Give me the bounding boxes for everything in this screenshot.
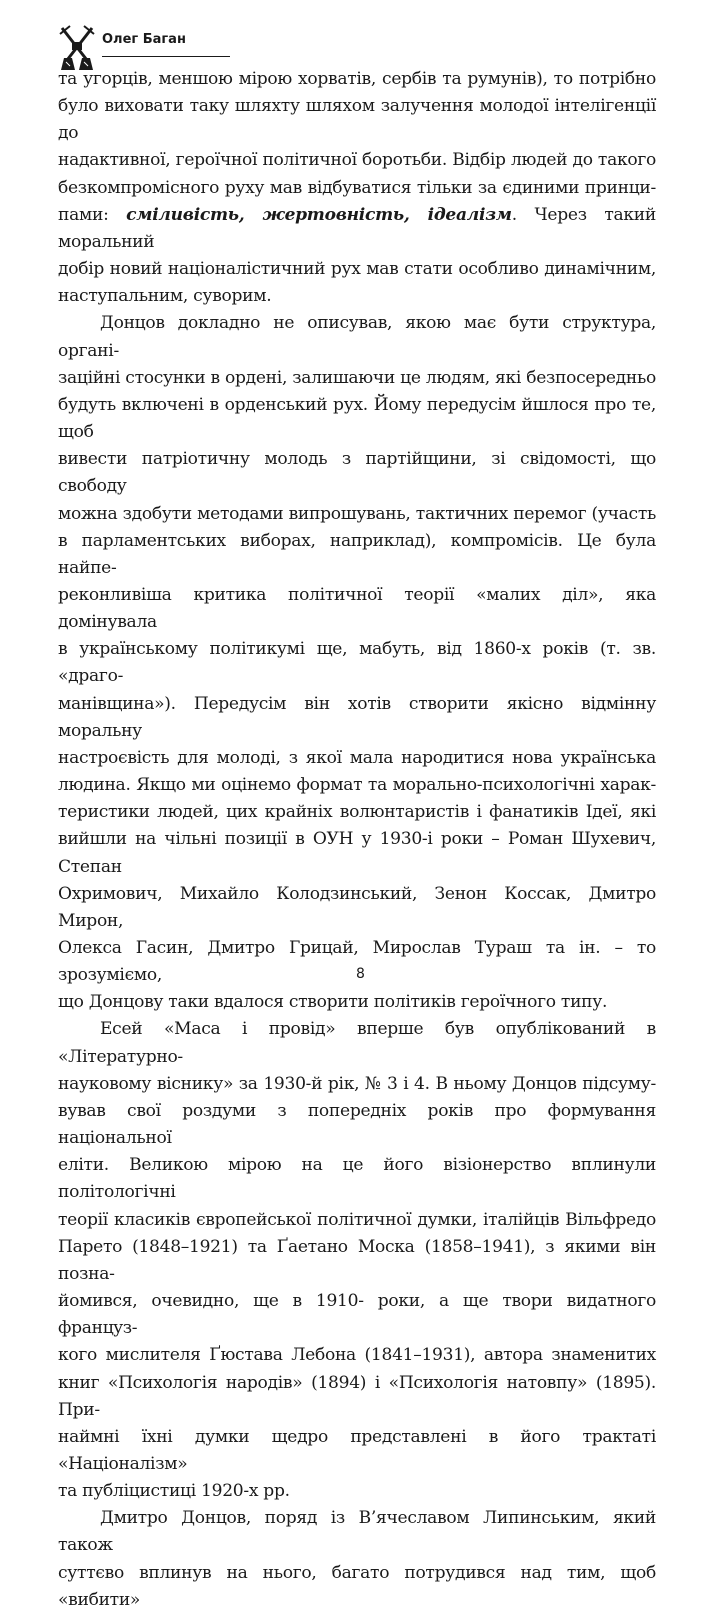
text-line: в українському політикумі ще, мабуть, від 1860-х років (т. зв. «драго- xyxy=(58,639,656,687)
emphasis-text: сміливість, жертовність, ідеалізм xyxy=(126,204,512,225)
author-name: Олег Баган xyxy=(102,32,186,47)
text-line: кого мислителя Ґюстава Лебона (1841–1931), автора знаменитих xyxy=(58,1345,656,1366)
header-rule xyxy=(102,56,230,57)
text-line: можна здобути методами випрошувань, тактичних перемог (участь xyxy=(58,503,656,524)
text-line: надактивної, героїчної політичної боротьби. Відбір людей до такого xyxy=(58,150,656,171)
text-line: Парето (1848–1921) та Ґаетано Моска (1858–1941), з якими він позна- xyxy=(58,1236,656,1284)
text-line: Охримович, Михайло Колодзинський, Зенон Коссак, Дмитро Мирон, xyxy=(58,883,656,931)
text-line: суттєво вплинув на нього, багато потрудився над тим, щоб «вибити» xyxy=(58,1562,656,1610)
text-line: вивести патріотичну молодь з партійщини, зі свідомості, що свободу xyxy=(58,449,656,497)
text-line: наймні їхні думки щедро представлені в його трактаті «Націоналізм» xyxy=(58,1426,656,1474)
text-line: Дмитро Донцов, поряд із В’ячеславом Липинським, який також xyxy=(58,1508,656,1556)
text-line: та угорців, меншою мірою хорватів, сербів та румунів), то потрібно xyxy=(58,69,656,89)
text-line: заційні стосунки в ордені, залишаючи це людям, які безпосередньо xyxy=(58,367,656,388)
text-line: будуть включені в орденський рух. Йому передусім йшлося про те, щоб xyxy=(58,394,656,443)
text-line: теорії класиків європейської політичної думки, італійців Вільфредо xyxy=(58,1209,656,1230)
text-line: науковому віснику» за 1930-й рік, № 3 і 4. В ньому Донцов підсуму- xyxy=(58,1073,656,1094)
paragraph xyxy=(58,310,656,1016)
crossed-swords-emblem-icon xyxy=(58,24,96,72)
text-line: теристики людей, цих крайніх волюнтаристів і фанатиків Ідеї, які xyxy=(58,802,656,823)
text-line: вийшли на чільні позиції в ОУН у 1930-і роки – Роман Шухевич, Степан xyxy=(58,829,656,877)
text-line: та публіцистиці 1920-х рр. xyxy=(58,1481,290,1502)
text-line: еліти. Великою мірою на це його візіонерство вплинули політологічні xyxy=(58,1155,656,1203)
text-line: в парламентських виборах, наприклад), компромісів. Це була найпе- xyxy=(58,530,656,578)
text-line: людина. Якщо ми оцінемо формат та морально-психологічні харак- xyxy=(58,775,656,796)
text-line: наступальним, суворим. xyxy=(58,286,272,307)
text-line: манівщина»). Передусім він хотів створити якісно відмінну моральну xyxy=(58,693,656,741)
text-line xyxy=(58,202,656,256)
text-line: було виховати таку шляхту шляхом залучення молодої інтелігенції до xyxy=(58,96,656,144)
paragraph xyxy=(58,1016,656,1505)
text-line: добір новий націоналістичний рух мав стати особливо динамічним, xyxy=(58,259,656,280)
paragraph xyxy=(58,66,656,310)
text-segment: . Через такий моральний xyxy=(58,204,656,252)
text-segment: пами: xyxy=(58,204,127,225)
text-line: безкомпромісного руху мав відбуватися тільки за єдиними принци- xyxy=(58,177,656,198)
paragraph xyxy=(58,1505,656,1614)
text-line: настроєвість для молоді, з якої мала народитися нова українська xyxy=(58,747,656,768)
text-line: вував свої роздуми з попередніх років про формування національної xyxy=(58,1100,656,1149)
text-line: що Донцову таки вдалося створити політиків героїчного типу. xyxy=(58,992,608,1013)
text-line: Есей «Маса і провід» вперше був опублікований в «Літературно- xyxy=(58,1019,656,1067)
text-line: Донцов докладно не описував, якою має бути структура, органі- xyxy=(58,313,656,361)
page-body xyxy=(58,66,656,1614)
text-line: Олекса Гасин, Дмитро Грицай, Мирослав Тураш та ін. – то зрозуміємо, xyxy=(58,938,656,986)
text-line: реконливіша критика політичної теорії «малих діл», яка домінувала xyxy=(58,584,656,633)
text-line: йомився, очевидно, ще в 1910- роки, а ще твори видатного францyз- xyxy=(58,1291,656,1339)
text-line: книг «Психологія народів» (1894) і «Психологія натовпу» (1895). При- xyxy=(58,1372,656,1420)
page-number: 8 xyxy=(356,966,365,982)
